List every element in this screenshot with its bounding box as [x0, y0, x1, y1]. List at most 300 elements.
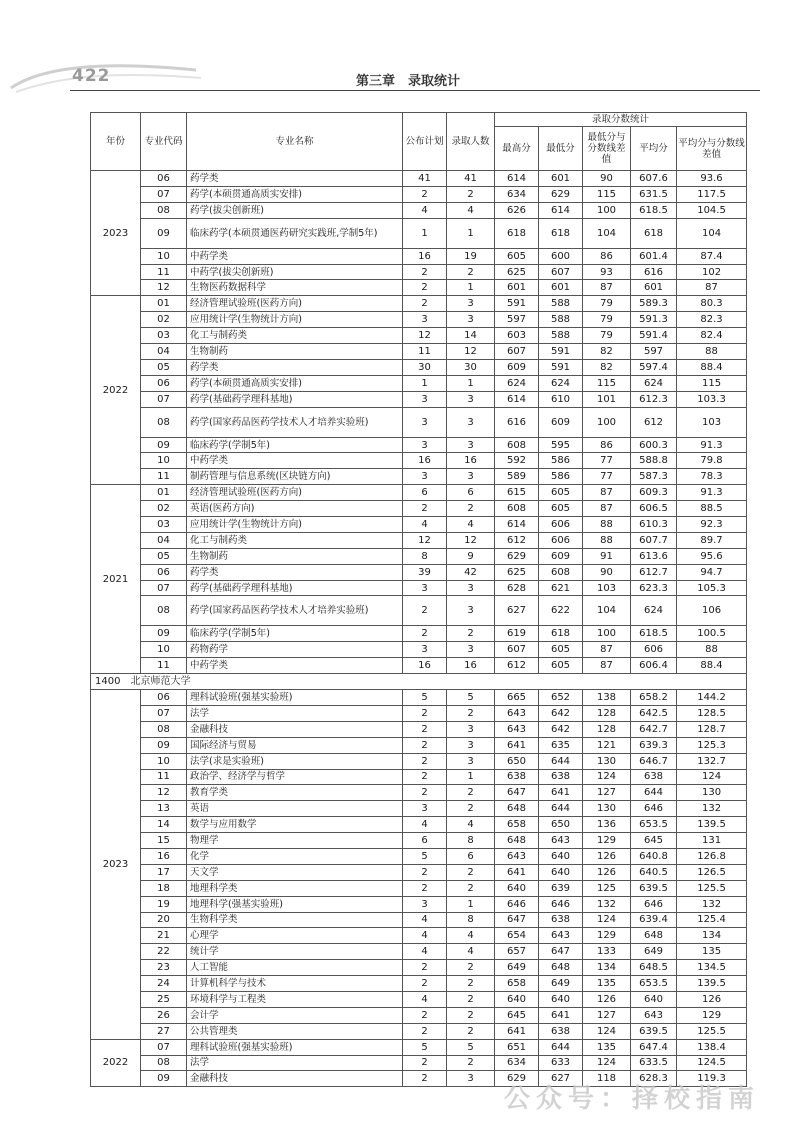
avg-cell: 631.5 — [631, 186, 677, 202]
code-cell: 06 — [141, 375, 187, 391]
table-header — [91, 113, 747, 171]
admitted-cell: 2 — [447, 991, 495, 1007]
col-max: 最高分 — [495, 127, 539, 171]
plan-cell: 2 — [403, 1055, 447, 1071]
plan-cell: 5 — [403, 690, 447, 706]
avg-diff-cell: 132 — [677, 896, 747, 912]
major-name-cell: 生物制药 — [187, 548, 403, 564]
admitted-cell: 19 — [447, 248, 495, 264]
max-cell: 634 — [495, 1055, 539, 1071]
code-cell: 21 — [141, 928, 187, 944]
admitted-cell: 2 — [447, 501, 495, 517]
max-cell: 627 — [495, 596, 539, 626]
max-cell: 641 — [495, 1023, 539, 1039]
avg-cell: 601.4 — [631, 248, 677, 264]
admitted-cell: 3 — [447, 1071, 495, 1087]
admitted-cell: 16 — [447, 453, 495, 469]
avg-cell: 642.7 — [631, 721, 677, 737]
table-row — [91, 1007, 747, 1023]
avg-diff-cell: 134.5 — [677, 960, 747, 976]
code-cell: 10 — [141, 453, 187, 469]
max-cell: 591 — [495, 296, 539, 312]
code-cell: 01 — [141, 296, 187, 312]
major-name-cell: 药学(基础药学理科基地) — [187, 580, 403, 596]
max-cell: 629 — [495, 1071, 539, 1087]
admitted-cell: 2 — [447, 264, 495, 280]
admitted-cell: 4 — [447, 817, 495, 833]
plan-cell: 3 — [403, 469, 447, 485]
min-diff-cell: 103 — [583, 580, 631, 596]
page-number: 422 — [72, 66, 111, 86]
avg-diff-cell: 139.5 — [677, 817, 747, 833]
table-row — [91, 721, 747, 737]
min-diff-cell: 86 — [583, 437, 631, 453]
admitted-cell: 2 — [447, 1055, 495, 1071]
admitted-cell: 4 — [447, 517, 495, 533]
avg-diff-cell: 125.4 — [677, 912, 747, 928]
admitted-cell: 3 — [447, 437, 495, 453]
university-row — [91, 674, 747, 690]
plan-cell: 39 — [403, 564, 447, 580]
major-name-cell: 金融科技 — [187, 1071, 403, 1087]
plan-cell: 2 — [403, 769, 447, 785]
table-row — [91, 391, 747, 407]
plan-cell: 3 — [403, 407, 447, 437]
plan-cell: 2 — [403, 785, 447, 801]
code-cell: 08 — [141, 202, 187, 218]
max-cell: 597 — [495, 312, 539, 328]
major-name-cell: 药物药学 — [187, 642, 403, 658]
admission-score-table — [90, 112, 747, 1087]
min-cell: 621 — [539, 580, 583, 596]
code-cell: 03 — [141, 517, 187, 533]
major-name-cell: 化学 — [187, 848, 403, 864]
avg-diff-cell: 87.4 — [677, 248, 747, 264]
code-cell: 01 — [141, 485, 187, 501]
code-cell: 11 — [141, 658, 187, 674]
avg-diff-cell: 117.5 — [677, 186, 747, 202]
min-cell: 642 — [539, 705, 583, 721]
min-diff-cell: 100 — [583, 407, 631, 437]
min-cell: 622 — [539, 596, 583, 626]
code-cell: 10 — [141, 753, 187, 769]
min-cell: 609 — [539, 548, 583, 564]
code-cell: 05 — [141, 548, 187, 564]
min-diff-cell: 138 — [583, 690, 631, 706]
table-row — [91, 280, 747, 296]
min-cell: 644 — [539, 753, 583, 769]
min-cell: 648 — [539, 960, 583, 976]
avg-cell: 648.5 — [631, 960, 677, 976]
min-cell: 624 — [539, 375, 583, 391]
plan-cell: 2 — [403, 721, 447, 737]
table-row — [91, 596, 747, 626]
min-cell: 606 — [539, 532, 583, 548]
plan-cell: 3 — [403, 801, 447, 817]
min-diff-cell: 135 — [583, 1039, 631, 1055]
avg-cell: 640 — [631, 991, 677, 1007]
avg-diff-cell: 80.3 — [677, 296, 747, 312]
avg-diff-cell: 104.5 — [677, 202, 747, 218]
max-cell: 626 — [495, 202, 539, 218]
admitted-cell: 2 — [447, 1007, 495, 1023]
min-diff-cell: 132 — [583, 896, 631, 912]
table-row — [91, 171, 747, 187]
plan-cell: 41 — [403, 171, 447, 187]
admitted-cell: 1 — [447, 896, 495, 912]
major-name-cell: 临床药学(本硕贯通医药研究实践班,学制5年) — [187, 218, 403, 248]
major-name-cell: 公共管理类 — [187, 1023, 403, 1039]
min-diff-cell: 77 — [583, 469, 631, 485]
plan-cell: 2 — [403, 296, 447, 312]
table-row — [91, 264, 747, 280]
code-cell: 19 — [141, 896, 187, 912]
min-cell: 650 — [539, 817, 583, 833]
avg-diff-cell: 94.7 — [677, 564, 747, 580]
major-name-cell: 理科试验班(强基实验班) — [187, 690, 403, 706]
min-diff-cell: 88 — [583, 517, 631, 533]
avg-diff-cell: 82.4 — [677, 328, 747, 344]
major-name-cell: 中药学类 — [187, 658, 403, 674]
min-diff-cell: 86 — [583, 248, 631, 264]
plan-cell: 2 — [403, 705, 447, 721]
major-name-cell: 统计学 — [187, 944, 403, 960]
code-cell: 11 — [141, 769, 187, 785]
max-cell: 608 — [495, 437, 539, 453]
min-diff-cell: 87 — [583, 280, 631, 296]
min-cell: 601 — [539, 171, 583, 187]
max-cell: 612 — [495, 658, 539, 674]
min-diff-cell: 130 — [583, 801, 631, 817]
min-diff-cell: 100 — [583, 202, 631, 218]
min-cell: 595 — [539, 437, 583, 453]
code-cell: 12 — [141, 280, 187, 296]
code-cell: 04 — [141, 532, 187, 548]
code-cell: 22 — [141, 944, 187, 960]
max-cell: 647 — [495, 912, 539, 928]
plan-cell: 3 — [403, 896, 447, 912]
code-cell: 27 — [141, 1023, 187, 1039]
max-cell: 658 — [495, 817, 539, 833]
min-diff-cell: 127 — [583, 1007, 631, 1023]
major-name-cell: 英语 — [187, 801, 403, 817]
min-diff-cell: 126 — [583, 848, 631, 864]
avg-cell: 607.7 — [631, 532, 677, 548]
major-name-cell: 法学(求是实验班) — [187, 753, 403, 769]
plan-cell: 3 — [403, 642, 447, 658]
min-diff-cell: 124 — [583, 1023, 631, 1039]
avg-cell: 612 — [631, 407, 677, 437]
col-admitted: 录取人数 — [447, 113, 495, 171]
admitted-cell: 2 — [447, 864, 495, 880]
min-diff-cell: 128 — [583, 705, 631, 721]
table-row — [91, 248, 747, 264]
min-diff-cell: 135 — [583, 976, 631, 992]
col-name: 专业名称 — [187, 113, 403, 171]
table-row — [91, 312, 747, 328]
max-cell: 643 — [495, 848, 539, 864]
avg-diff-cell: 132 — [677, 801, 747, 817]
major-name-cell: 药学类 — [187, 359, 403, 375]
table-row — [91, 548, 747, 564]
admitted-cell: 14 — [447, 328, 495, 344]
major-name-cell: 临床药学(学制5年) — [187, 437, 403, 453]
code-cell: 09 — [141, 737, 187, 753]
admitted-cell: 6 — [447, 485, 495, 501]
col-min-diff: 最低分与分数线差值 — [583, 127, 631, 171]
avg-cell: 587.3 — [631, 469, 677, 485]
max-cell: 607 — [495, 344, 539, 360]
min-cell: 591 — [539, 344, 583, 360]
major-name-cell: 临床药学(学制5年) — [187, 626, 403, 642]
max-cell: 612 — [495, 532, 539, 548]
col-year: 年份 — [91, 113, 141, 171]
min-cell: 640 — [539, 991, 583, 1007]
plan-cell: 5 — [403, 1039, 447, 1055]
major-name-cell: 理科试验班(强基实验班) — [187, 1039, 403, 1055]
max-cell: 601 — [495, 280, 539, 296]
table-row — [91, 328, 747, 344]
avg-cell: 628.3 — [631, 1071, 677, 1087]
major-name-cell: 物理学 — [187, 833, 403, 849]
major-name-cell: 中药学类 — [187, 453, 403, 469]
min-cell: 601 — [539, 280, 583, 296]
avg-diff-cell: 88 — [677, 642, 747, 658]
plan-cell: 1 — [403, 375, 447, 391]
year-cell: 2023 — [91, 171, 141, 296]
code-cell: 03 — [141, 328, 187, 344]
avg-diff-cell: 95.6 — [677, 548, 747, 564]
avg-diff-cell: 100.5 — [677, 626, 747, 642]
table-row — [91, 532, 747, 548]
avg-cell: 609.3 — [631, 485, 677, 501]
admitted-cell: 6 — [447, 848, 495, 864]
plan-cell: 2 — [403, 1071, 447, 1087]
min-cell: 641 — [539, 785, 583, 801]
table-row — [91, 375, 747, 391]
code-cell: 08 — [141, 407, 187, 437]
code-cell: 07 — [141, 580, 187, 596]
code-cell: 07 — [141, 1039, 187, 1055]
min-cell: 605 — [539, 642, 583, 658]
table-row — [91, 1039, 747, 1055]
max-cell: 658 — [495, 976, 539, 992]
admitted-cell: 2 — [447, 880, 495, 896]
avg-cell: 612.3 — [631, 391, 677, 407]
min-cell: 639 — [539, 880, 583, 896]
year-cell: 2022 — [91, 1039, 141, 1087]
avg-cell: 606 — [631, 642, 677, 658]
min-cell: 644 — [539, 801, 583, 817]
admitted-cell: 1 — [447, 218, 495, 248]
table-body — [91, 171, 747, 1087]
avg-cell: 618.5 — [631, 202, 677, 218]
avg-cell: 613.6 — [631, 548, 677, 564]
table-row — [91, 769, 747, 785]
min-diff-cell: 125 — [583, 880, 631, 896]
avg-cell: 618.5 — [631, 626, 677, 642]
max-cell: 648 — [495, 801, 539, 817]
code-cell: 16 — [141, 848, 187, 864]
max-cell: 624 — [495, 375, 539, 391]
year-cell: 2023 — [91, 690, 141, 1040]
max-cell: 629 — [495, 548, 539, 564]
avg-cell: 639.4 — [631, 912, 677, 928]
page-header — [0, 60, 800, 96]
plan-cell: 2 — [403, 880, 447, 896]
major-name-cell: 药学(国家药品医药学技术人才培养实验班) — [187, 596, 403, 626]
admitted-cell: 3 — [447, 469, 495, 485]
plan-cell: 2 — [403, 626, 447, 642]
admitted-cell: 41 — [447, 171, 495, 187]
avg-diff-cell: 125.3 — [677, 737, 747, 753]
plan-cell: 4 — [403, 517, 447, 533]
avg-diff-cell: 91.3 — [677, 485, 747, 501]
table-row — [91, 626, 747, 642]
min-cell: 618 — [539, 626, 583, 642]
min-diff-cell: 87 — [583, 485, 631, 501]
plan-cell: 4 — [403, 991, 447, 1007]
major-name-cell: 金融科技 — [187, 721, 403, 737]
code-cell: 11 — [141, 469, 187, 485]
major-name-cell: 心理学 — [187, 928, 403, 944]
min-diff-cell: 118 — [583, 1071, 631, 1087]
min-diff-cell: 128 — [583, 721, 631, 737]
avg-cell: 642.5 — [631, 705, 677, 721]
min-cell: 627 — [539, 1071, 583, 1087]
admitted-cell: 8 — [447, 912, 495, 928]
avg-diff-cell: 78.3 — [677, 469, 747, 485]
min-diff-cell: 90 — [583, 564, 631, 580]
major-name-cell: 生物科学类 — [187, 912, 403, 928]
min-diff-cell: 130 — [583, 753, 631, 769]
avg-diff-cell: 128.7 — [677, 721, 747, 737]
avg-diff-cell: 103 — [677, 407, 747, 437]
admitted-cell: 3 — [447, 312, 495, 328]
avg-diff-cell: 135 — [677, 944, 747, 960]
plan-cell: 2 — [403, 737, 447, 753]
max-cell: 614 — [495, 391, 539, 407]
min-cell: 618 — [539, 218, 583, 248]
avg-diff-cell: 103.3 — [677, 391, 747, 407]
avg-cell: 653.5 — [631, 817, 677, 833]
code-cell: 05 — [141, 359, 187, 375]
avg-cell: 618 — [631, 218, 677, 248]
table-row — [91, 753, 747, 769]
admitted-cell: 2 — [447, 186, 495, 202]
min-cell: 641 — [539, 1007, 583, 1023]
table-row — [91, 296, 747, 312]
table-row — [91, 912, 747, 928]
plan-cell: 2 — [403, 1023, 447, 1039]
max-cell: 643 — [495, 721, 539, 737]
major-name-cell: 药学(本硕贯通高质实安排) — [187, 186, 403, 202]
max-cell: 641 — [495, 737, 539, 753]
admitted-cell: 16 — [447, 658, 495, 674]
table-row — [91, 580, 747, 596]
header-rule — [70, 90, 760, 91]
max-cell: 614 — [495, 171, 539, 187]
avg-cell: 624 — [631, 596, 677, 626]
max-cell: 616 — [495, 407, 539, 437]
admitted-cell: 42 — [447, 564, 495, 580]
min-diff-cell: 77 — [583, 453, 631, 469]
min-diff-cell: 127 — [583, 785, 631, 801]
plan-cell: 3 — [403, 437, 447, 453]
max-cell: 592 — [495, 453, 539, 469]
plan-cell: 8 — [403, 548, 447, 564]
min-diff-cell: 115 — [583, 186, 631, 202]
code-cell: 08 — [141, 721, 187, 737]
table-row — [91, 944, 747, 960]
max-cell: 651 — [495, 1039, 539, 1055]
major-name-cell: 地理科学类 — [187, 880, 403, 896]
admitted-cell: 4 — [447, 928, 495, 944]
plan-cell: 2 — [403, 753, 447, 769]
plan-cell: 12 — [403, 532, 447, 548]
max-cell: 650 — [495, 753, 539, 769]
admitted-cell: 2 — [447, 705, 495, 721]
table-row — [91, 848, 747, 864]
plan-cell: 3 — [403, 312, 447, 328]
table-row — [91, 517, 747, 533]
avg-cell: 607.6 — [631, 171, 677, 187]
avg-cell: 600.3 — [631, 437, 677, 453]
avg-diff-cell: 92.3 — [677, 517, 747, 533]
table-row — [91, 705, 747, 721]
col-score-group: 录取分数统计 — [495, 113, 747, 127]
admitted-cell: 8 — [447, 833, 495, 849]
code-cell: 09 — [141, 1071, 187, 1087]
avg-cell: 612.7 — [631, 564, 677, 580]
avg-cell: 646.7 — [631, 753, 677, 769]
code-cell: 09 — [141, 437, 187, 453]
min-cell: 588 — [539, 312, 583, 328]
min-diff-cell: 82 — [583, 359, 631, 375]
max-cell: 649 — [495, 960, 539, 976]
max-cell: 641 — [495, 864, 539, 880]
col-min: 最低分 — [539, 127, 583, 171]
max-cell: 603 — [495, 328, 539, 344]
min-diff-cell: 79 — [583, 312, 631, 328]
major-name-cell: 法学 — [187, 705, 403, 721]
min-cell: 588 — [539, 296, 583, 312]
min-diff-cell: 104 — [583, 596, 631, 626]
avg-diff-cell: 93.6 — [677, 171, 747, 187]
min-diff-cell: 134 — [583, 960, 631, 976]
max-cell: 614 — [495, 517, 539, 533]
code-cell: 07 — [141, 186, 187, 202]
major-name-cell: 应用统计学(生物统计方向) — [187, 517, 403, 533]
max-cell: 589 — [495, 469, 539, 485]
plan-cell: 1 — [403, 218, 447, 248]
table-row — [91, 801, 747, 817]
min-cell: 647 — [539, 944, 583, 960]
avg-cell: 623.3 — [631, 580, 677, 596]
max-cell: 619 — [495, 626, 539, 642]
admitted-cell: 5 — [447, 690, 495, 706]
avg-diff-cell: 125.5 — [677, 880, 747, 896]
plan-cell: 3 — [403, 580, 447, 596]
min-cell: 646 — [539, 896, 583, 912]
admitted-cell: 3 — [447, 642, 495, 658]
min-cell: 586 — [539, 453, 583, 469]
min-cell: 643 — [539, 833, 583, 849]
admitted-cell: 2 — [447, 626, 495, 642]
min-cell: 638 — [539, 1023, 583, 1039]
admitted-cell: 2 — [447, 785, 495, 801]
major-name-cell: 化工与制药类 — [187, 532, 403, 548]
